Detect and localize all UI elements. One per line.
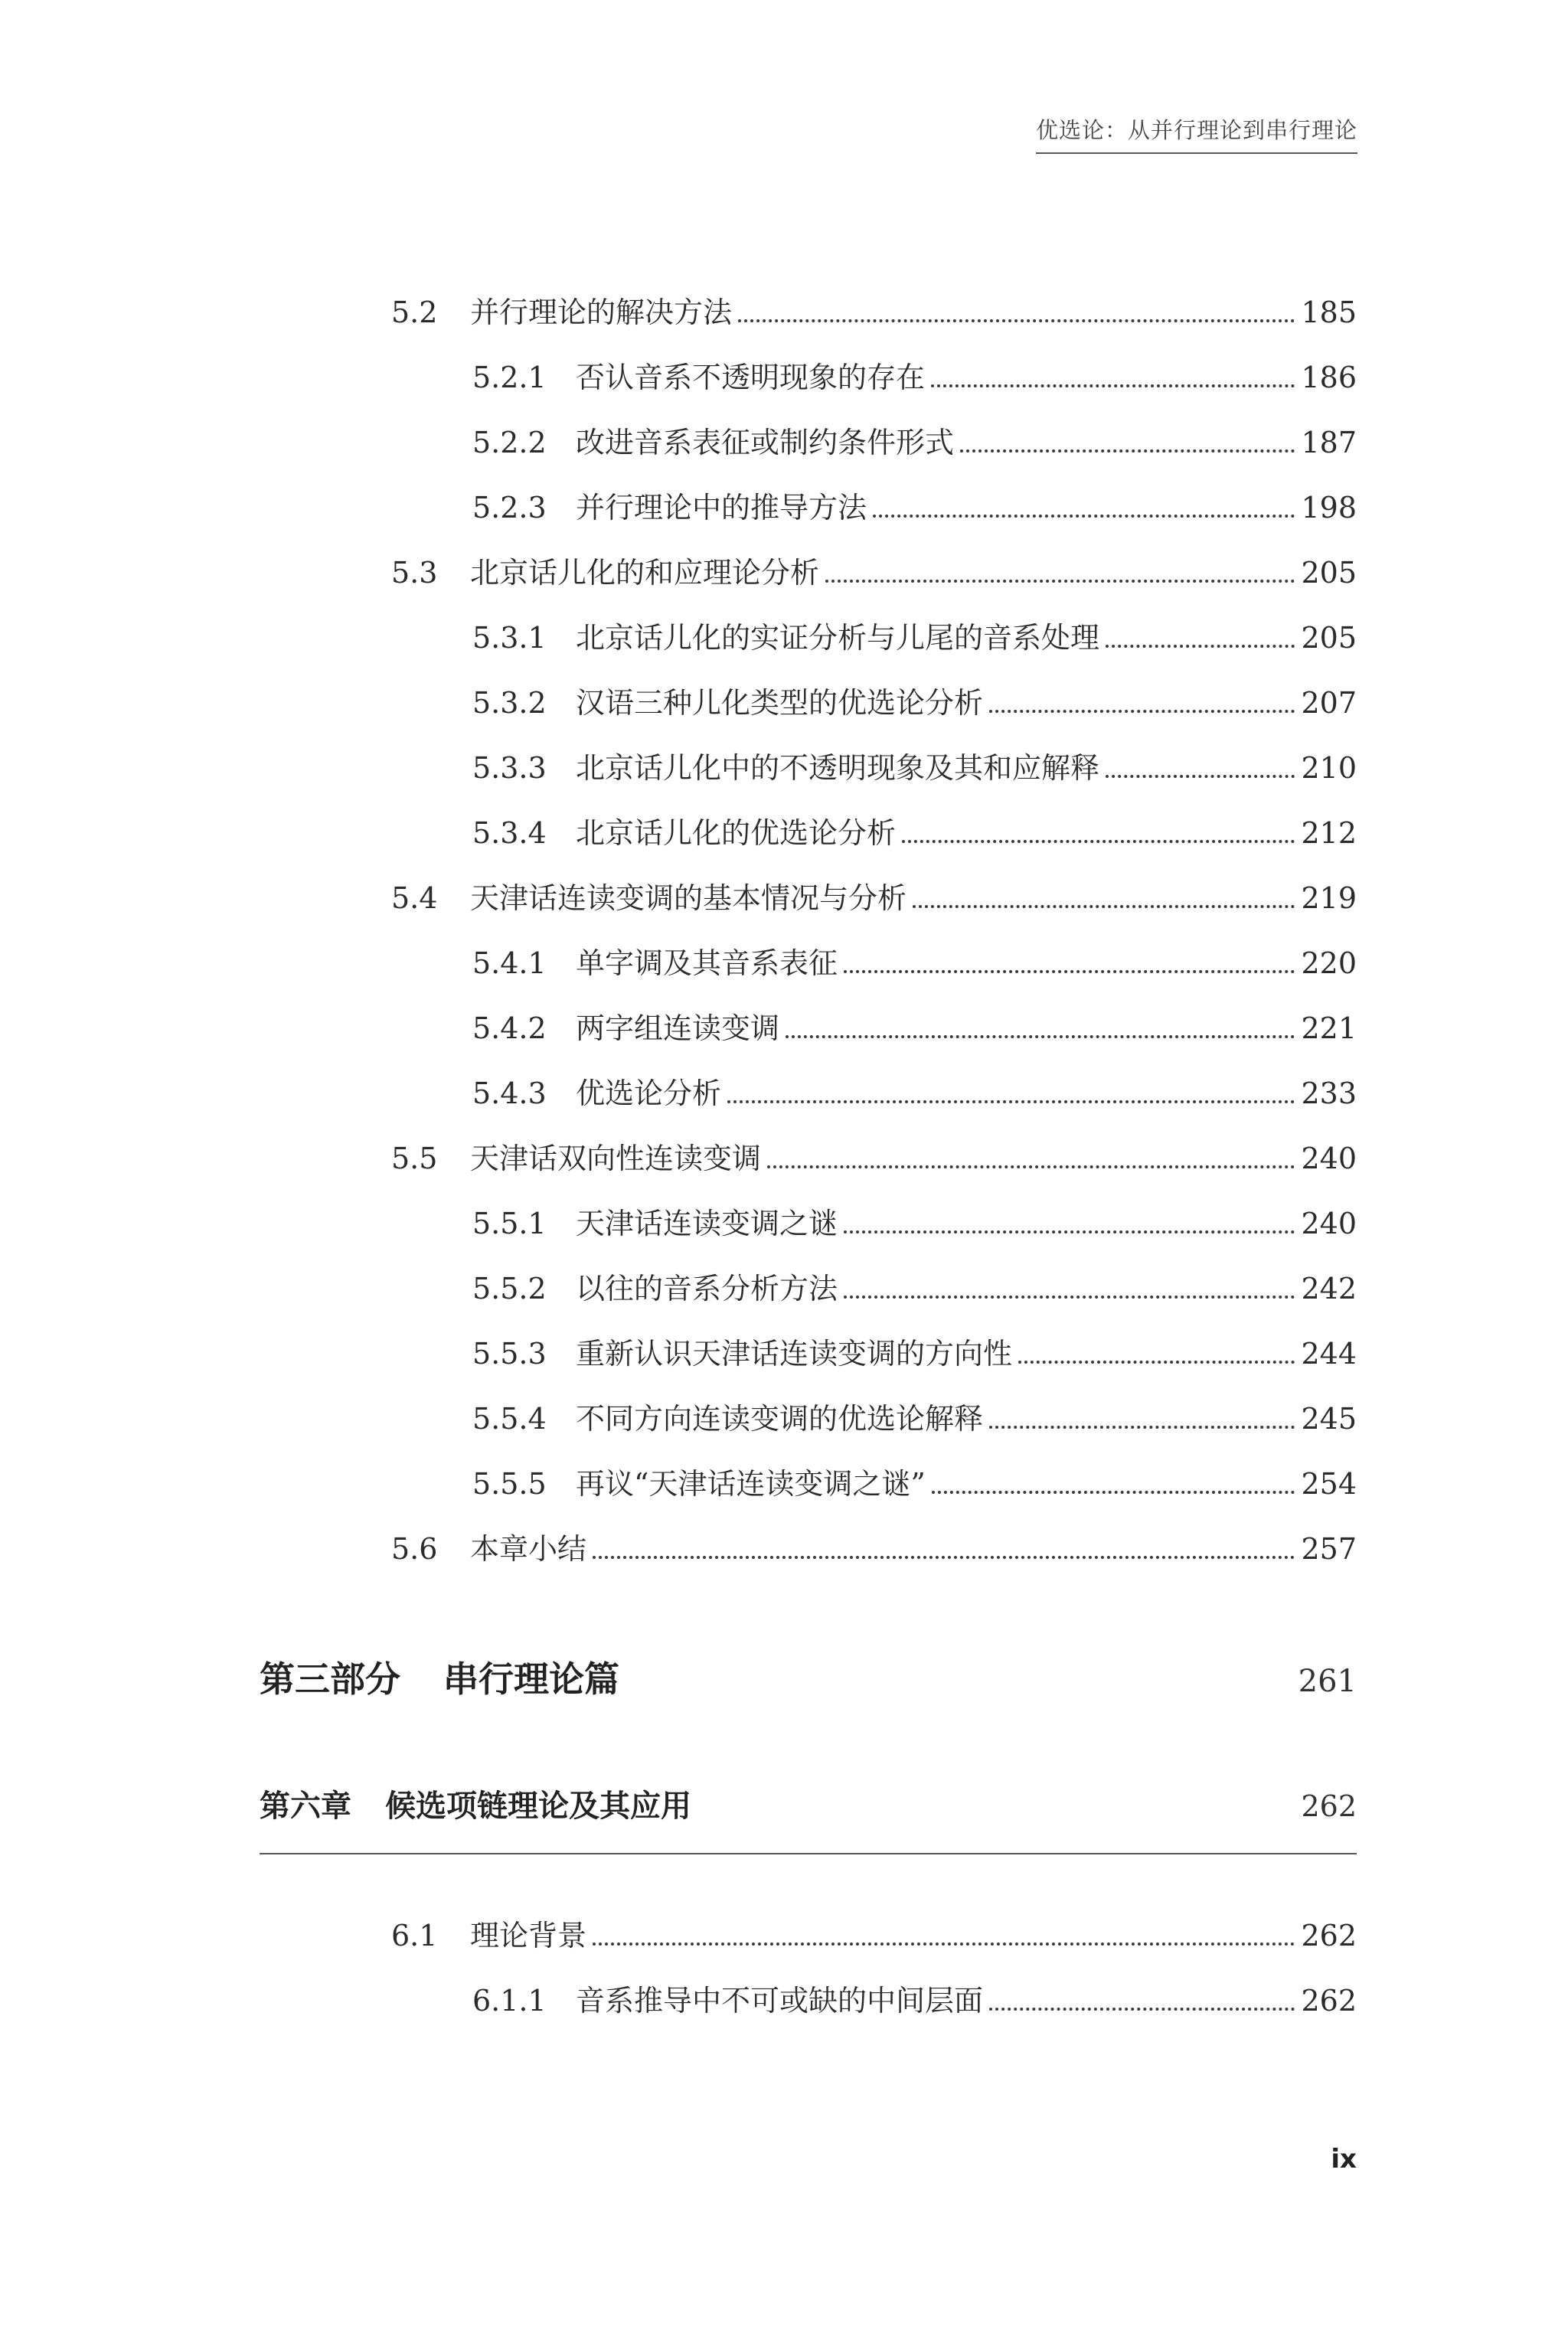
page-number: 242 xyxy=(1301,1272,1357,1305)
section-title: 优选论分析 xyxy=(576,1077,722,1110)
toc-entry-5-5-5[interactable] xyxy=(472,1465,1357,1503)
section-number: 5.5.1 xyxy=(472,1207,547,1240)
toc-entry-5-4-1[interactable] xyxy=(472,944,1357,982)
section-title: 天津话双向性连读变调 xyxy=(470,1142,762,1175)
section-number: 5.3 xyxy=(391,556,438,590)
leader-dots xyxy=(844,1230,1295,1233)
page-number: 221 xyxy=(1301,1011,1357,1045)
section-number: 5.2.2 xyxy=(472,426,547,459)
leader-dots xyxy=(931,384,1295,387)
leader-dots xyxy=(593,1943,1295,1946)
toc-entry-5-2-2[interactable] xyxy=(472,423,1357,462)
section-number: 5.2.3 xyxy=(472,491,547,524)
page-number: 233 xyxy=(1301,1077,1357,1110)
toc-entry-5-4-3[interactable] xyxy=(472,1074,1357,1113)
chapter-divider xyxy=(260,1853,1357,1854)
page-number: 219 xyxy=(1301,881,1357,915)
page-number: 254 xyxy=(1301,1467,1357,1501)
section-number: 5.3.4 xyxy=(472,816,547,850)
toc-entry-5-4[interactable] xyxy=(391,879,1357,917)
section-number: 5.5.3 xyxy=(472,1337,547,1371)
leader-dots xyxy=(989,2008,1295,2011)
leader-dots xyxy=(1018,1361,1295,1364)
page-number: 245 xyxy=(1301,1402,1357,1436)
part-page-number: 261 xyxy=(1298,1664,1357,1699)
page-number: 198 xyxy=(1301,491,1357,524)
section-title: 重新认识天津话连读变调的方向性 xyxy=(576,1337,1013,1371)
section-title: 本章小结 xyxy=(470,1532,587,1566)
section-number: 5.4.1 xyxy=(472,946,547,980)
leader-dots xyxy=(738,319,1295,322)
section-title: 以往的音系分析方法 xyxy=(576,1272,838,1305)
section-title: 音系推导中不可或缺的中间层面 xyxy=(576,1984,984,2018)
section-number: 5.4.3 xyxy=(472,1077,547,1110)
part-label: 第三部分 xyxy=(260,1658,400,1700)
leader-dots xyxy=(873,515,1295,518)
leader-dots xyxy=(989,1426,1295,1429)
page-number: 205 xyxy=(1301,556,1357,590)
page-number: 185 xyxy=(1301,296,1357,329)
section-title: 天津话连读变调的基本情况与分析 xyxy=(470,881,907,915)
section-number: 5.3.1 xyxy=(472,621,547,655)
section-number: 5.4 xyxy=(391,881,438,915)
toc-entry-5-3-3[interactable] xyxy=(472,749,1357,787)
section-title: 改进音系表征或制约条件形式 xyxy=(576,426,955,459)
part-title: 串行理论篇 xyxy=(443,1658,619,1700)
chapter-title: 候选项链理论及其应用 xyxy=(385,1789,691,1824)
page-number: 207 xyxy=(1301,686,1357,720)
leader-dots xyxy=(825,580,1295,583)
section-title: 两字组连读变调 xyxy=(576,1011,780,1045)
section-number: 5.5 xyxy=(391,1142,438,1175)
toc-entry-5-3-2[interactable] xyxy=(472,684,1357,722)
section-title: 否认音系不透明现象的存在 xyxy=(576,361,926,394)
toc-entry-5-5-1[interactable] xyxy=(472,1204,1357,1243)
section-number: 5.2 xyxy=(391,296,438,329)
toc-entry-5-6[interactable] xyxy=(391,1530,1357,1568)
page-number: 212 xyxy=(1301,816,1357,850)
section-title: 理论背景 xyxy=(470,1919,587,1952)
toc-entry-5-2-1[interactable] xyxy=(472,358,1357,397)
leader-dots xyxy=(844,1296,1295,1299)
section-title: 北京话儿化的优选论分析 xyxy=(576,816,897,850)
section-number: 5.2.1 xyxy=(472,361,547,394)
toc-entry-5-5-2[interactable] xyxy=(472,1269,1357,1308)
leader-dots xyxy=(844,970,1295,973)
section-number: 6.1 xyxy=(391,1919,438,1952)
page-number: 205 xyxy=(1301,621,1357,655)
section-number: 5.3.3 xyxy=(472,751,547,785)
toc-entry-5-3[interactable] xyxy=(391,554,1357,592)
section-number: 5.4.2 xyxy=(472,1011,547,1045)
leader-dots xyxy=(767,1165,1295,1168)
toc-entry-5-5-3[interactable] xyxy=(472,1335,1357,1373)
page-number: 257 xyxy=(1301,1532,1357,1566)
toc-entry-5-3-4[interactable] xyxy=(472,814,1357,852)
page-number: 210 xyxy=(1301,751,1357,785)
page-folio: ix xyxy=(1331,2144,1357,2175)
leader-dots xyxy=(593,1556,1295,1559)
section-title: 不同方向连读变调的优选论解释 xyxy=(576,1402,984,1436)
page-number: 244 xyxy=(1301,1337,1357,1371)
toc-entry-5-2-3[interactable] xyxy=(472,488,1357,527)
leader-dots xyxy=(989,710,1295,713)
section-title: 天津话连读变调之谜 xyxy=(576,1207,838,1240)
chapter-page-number: 262 xyxy=(1301,1789,1357,1823)
section-title: 北京话儿化的实证分析与儿尾的音系处理 xyxy=(576,621,1100,655)
page-number: 220 xyxy=(1301,946,1357,980)
page-number: 262 xyxy=(1301,1984,1357,2018)
leader-dots xyxy=(932,1491,1295,1494)
section-number: 5.5.5 xyxy=(472,1467,547,1501)
leader-dots xyxy=(902,840,1295,843)
page-number: 240 xyxy=(1301,1207,1357,1240)
leader-dots xyxy=(727,1100,1295,1103)
section-title: 再议“天津话连读变调之谜” xyxy=(576,1467,926,1501)
running-header: 优选论：从并行理论到串行理论 xyxy=(1036,113,1357,154)
chapter-heading[interactable] xyxy=(260,1782,1357,1825)
toc-entry-6-1[interactable] xyxy=(391,1916,1357,1955)
section-number: 5.5.4 xyxy=(472,1402,547,1436)
toc-entry-6-1-1[interactable] xyxy=(472,1982,1357,2020)
page-number: 186 xyxy=(1301,361,1357,394)
toc-entry-5-2[interactable] xyxy=(391,293,1357,332)
page-number: 240 xyxy=(1301,1142,1357,1175)
page-number: 187 xyxy=(1301,426,1357,459)
section-title: 单字调及其音系表征 xyxy=(576,946,838,980)
leader-dots xyxy=(1106,775,1295,778)
toc-entry-5-5[interactable] xyxy=(391,1139,1357,1178)
section-title: 北京话儿化的和应理论分析 xyxy=(470,556,820,590)
toc-entry-5-4-2[interactable] xyxy=(472,1009,1357,1047)
section-number: 5.3.2 xyxy=(472,686,547,720)
section-number: 5.5.2 xyxy=(472,1272,547,1305)
section-number: 5.6 xyxy=(391,1532,438,1566)
section-title: 汉语三种儿化类型的优选论分析 xyxy=(576,686,984,720)
section-title: 北京话儿化中的不透明现象及其和应解释 xyxy=(576,751,1100,785)
chapter-label: 第六章 xyxy=(260,1789,351,1824)
section-title: 并行理论中的推导方法 xyxy=(576,491,867,524)
leader-dots xyxy=(913,905,1295,908)
leader-dots xyxy=(1106,645,1295,648)
toc-entry-5-3-1[interactable] xyxy=(472,619,1357,657)
section-number: 6.1.1 xyxy=(472,1984,547,2018)
part-heading[interactable] xyxy=(260,1652,1357,1702)
section-title: 并行理论的解决方法 xyxy=(470,296,733,329)
leader-dots xyxy=(786,1035,1295,1038)
page-number: 262 xyxy=(1301,1919,1357,1952)
toc-entry-5-5-4[interactable] xyxy=(472,1400,1357,1438)
leader-dots xyxy=(960,449,1295,453)
